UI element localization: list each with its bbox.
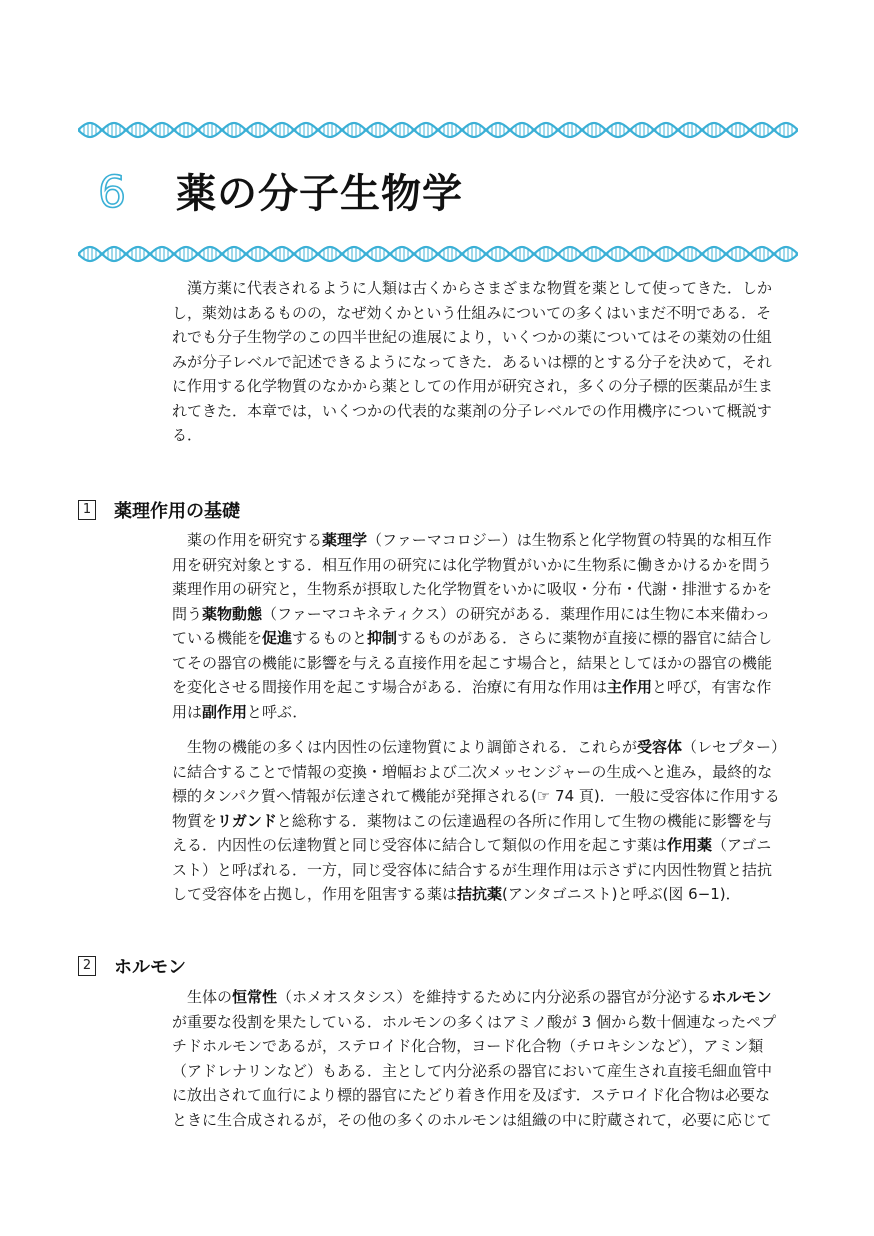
text-line: に放出されて血行により標的器官にたどり着き作用を及ぼす．ステロイド化合物は必要な <box>172 1086 771 1104</box>
chapter-title: 薬の分子生物学 <box>176 171 463 217</box>
text-line: える．内因性の伝達物質と同じ受容体に結合して類似の作用を起こす薬は作用薬（アゴニ <box>172 836 772 854</box>
text-line: し，薬効はあるものの，なぜ効くかという仕組みについての多くはいまだ不明である．そ <box>172 303 772 322</box>
text-line: （アドレナリンなど）もある．主として内分泌系の器官において産生され直接毛細血管中 <box>172 1061 773 1080</box>
text-line: ている機能を促進するものと抑制するものがある．さらに薬物が直接に標的器官に結合し <box>172 629 773 647</box>
text-line: 薬の作用を研究する薬理学（ファーマコロジー）は生物系と化学物質の特異的な相互作 <box>187 531 772 549</box>
bold-term: リガンド <box>217 811 277 830</box>
section1-paragraph-2 <box>172 735 798 907</box>
bold-term: ホルモン <box>711 988 772 1006</box>
helix-strand <box>78 123 798 137</box>
text-line: れでも分子生物学のこの四半世紀の進展により，いくつかの薬についてはその薬効の仕組 <box>172 328 772 346</box>
dna-helix-decoration-top <box>78 121 798 139</box>
bold-term: 副作用 <box>202 702 248 721</box>
section2-paragraph-1 <box>172 985 798 1132</box>
text-line: 問う薬物動態（ファーマコキネティクス）の研究がある．薬理作用には生物に本来備わっ <box>172 604 770 623</box>
text-line: チドホルモンであるが，ステロイド化合物，ヨード化合物（チロキシンなど），アミン類 <box>172 1037 764 1055</box>
bold-term: 抑制 <box>367 629 398 647</box>
chapter-intro-paragraph <box>172 276 798 448</box>
section-heading <box>78 496 240 524</box>
text-line: みが分子レベルで記述できるようになってきた．あるいは標的とする分子を決めて，それ <box>172 352 772 371</box>
bold-term: 薬物動態 <box>202 604 263 623</box>
bold-term: 薬理学 <box>322 531 368 549</box>
text-line: 薬理作用の研究と，生物系が摂取した化学物質をいかに吸収・分布・代謝・排泄するかを <box>172 580 773 598</box>
section-title: ホルモン <box>114 957 186 978</box>
bold-term: 主作用 <box>607 678 653 696</box>
dna-helix-decoration-bottom <box>78 245 798 263</box>
text-line: 生体の恒常性（ホメオスタシス）を維持するために内分泌系の器官が分泌するホルモン <box>187 988 772 1006</box>
text-line: 用は副作用と呼ぶ． <box>172 702 308 721</box>
text-line: る． <box>172 426 203 444</box>
text-line: れてきた．本章では，いくつかの代表的な薬剤の分子レベルでの作用機序について概説す <box>172 401 772 420</box>
text-line: スト）と呼ばれる．一方，同じ受容体に結合するが生理作用は示さずに内因性物質と拮抗 <box>172 860 773 879</box>
bold-term: 恒常性 <box>232 988 278 1006</box>
bold-term: 作用薬 <box>667 836 713 854</box>
bold-term: 拮抗薬 <box>457 885 503 903</box>
text-line: てその器官の機能に影響を与える直接作用を起こす場合と，結果としてほかの器官の機能 <box>172 653 773 672</box>
section-number-box: 1 <box>78 500 96 520</box>
text-line: 物質をリガンドと総称する．薬物はこの伝達過程の各所に作用して生物の機能に影響を与 <box>172 811 772 830</box>
bold-term: 受容体 <box>637 738 683 756</box>
section1-paragraph-1 <box>172 528 798 724</box>
helix-strand <box>78 247 798 261</box>
text-line: に作用する化学物質のなかから薬としての作用が研究され，多くの分子標的医薬品が生ま <box>172 377 773 395</box>
section-heading <box>78 952 186 980</box>
text-line: に結合することで情報の変換・増幅および二次メッセンジャーの生成へと進み，最終的な <box>172 762 773 781</box>
text-line: 漢方薬に代表されるように人類は古くからさまざまな物質を薬として使ってきた．しか <box>187 279 773 297</box>
text-line: を変化させる間接作用を起こす場合がある．治療に有用な作用は主作用と呼び，有害な作 <box>172 678 772 696</box>
section-number-box: 2 <box>78 956 96 976</box>
text-line: が重要な役割を果たしている．ホルモンの多くはアミノ酸が 3 個から数十個連なったペプ <box>172 1012 777 1031</box>
text-line: 生物の機能の多くは内因性の伝達物質により調節される．これらが受容体（レセプター） <box>187 738 786 756</box>
bold-term: 促進 <box>262 629 293 647</box>
chapter-number: 6 <box>98 167 126 218</box>
text-line: して受容体を占拠し，作用を阻害する薬は拮抗薬(アンタゴニスト)と呼ぶ(図 6−1)． <box>172 885 741 903</box>
text-line: 標的タンパク質へ情報が伝達されて機能が発揮される(☞ 74 頁)．一般に受容体に作用する <box>172 787 780 805</box>
text-line: ときに生合成されるが，その他の多くのホルモンは組織の中に貯蔵されて，必要に応じて <box>172 1110 772 1129</box>
text-line: 用を研究対象とする．相互作用の研究には化学物質がいかに生物系に働きかけるかを問う <box>172 555 773 574</box>
section-title: 薬理作用の基礎 <box>114 501 240 522</box>
